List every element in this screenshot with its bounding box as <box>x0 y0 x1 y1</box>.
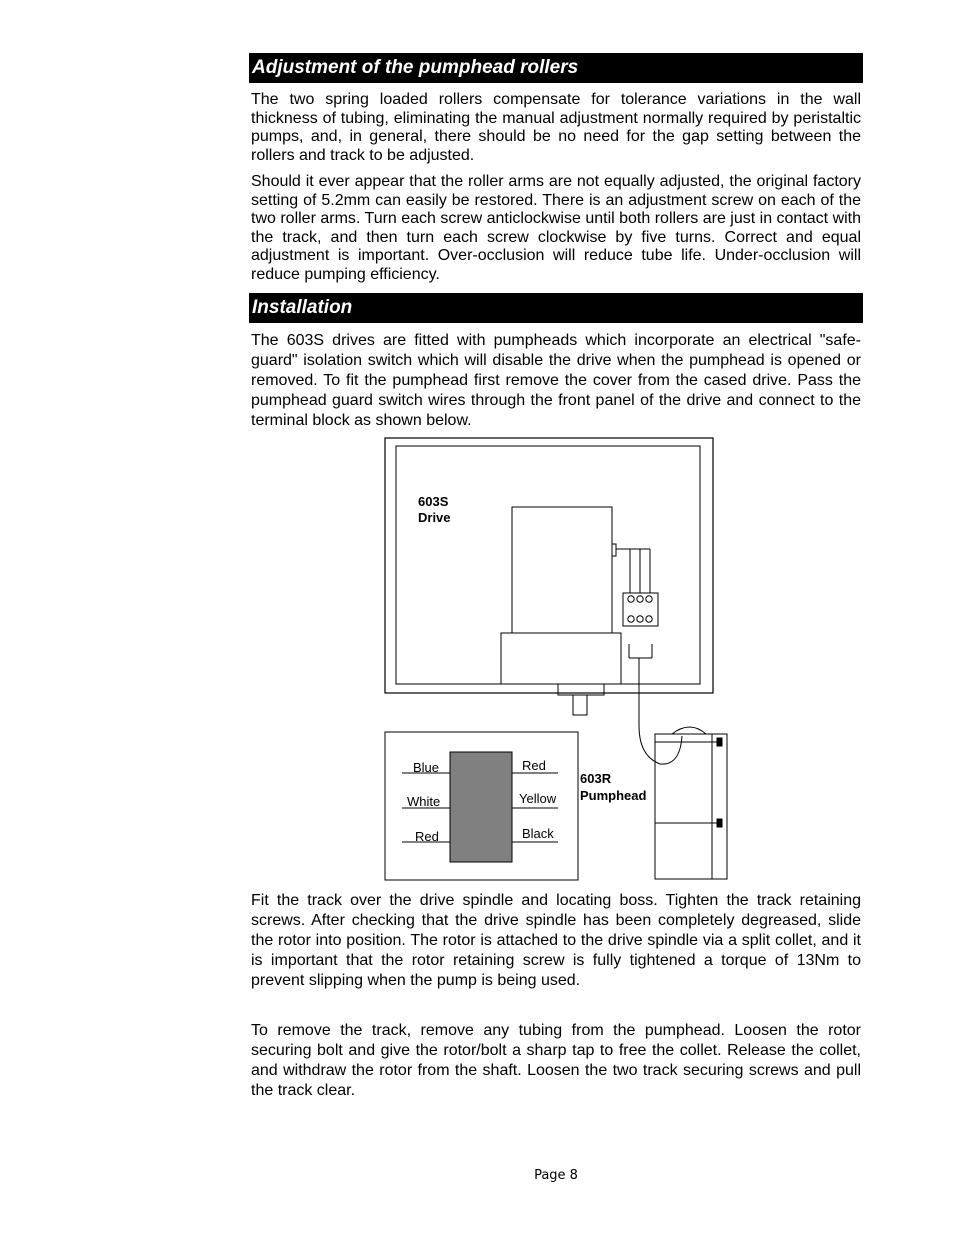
section-heading-installation: Installation <box>249 293 863 323</box>
wire-label-black: Black <box>522 826 554 841</box>
gearbox <box>501 633 621 684</box>
pumphead-cable <box>639 658 682 764</box>
motor-body <box>512 507 612 633</box>
paragraph-installation-1: The 603S drives are fitted with pumpheads which incorporate an electrical "safe-guard" isolation switch which will disable the drive when the pumphead is opened or removed. To fit the pumphead first remove the cover from the cased drive. Pass the pumphead guard switch wires through the front panel of the drive and connect to the terminal block as shown below. <box>251 332 861 429</box>
wiring-diagram <box>380 436 730 886</box>
paragraph-installation-3: To remove the track, remove any tubing from the pumphead. Loosen the rotor securing bolt and give the rotor/bolt a sharp tap to free the collet. Release the collet, and withdraw the rotor from the shaft. Loosen the two track securing screws and pull the track clear. <box>251 1022 861 1099</box>
drive-casing-outer <box>385 438 713 693</box>
drive-label-line2: Drive <box>418 510 451 525</box>
pumphead-label-line1: 603R <box>580 771 612 786</box>
section-heading-adjustment: Adjustment of the pumphead rollers <box>249 53 863 83</box>
paragraph-installation-2: Fit the track over the drive spindle and locating boss. Tighten the track retaining screws. After checking that the drive spindle has been completely degreased, slide the rotor into position. The rotor is attached to the drive spindle via a split collet, and it is important that the rotor retaining screw is fully tightened a torque of 13Nm to prevent slipping when the pump is being used. <box>251 892 861 989</box>
pumphead-label-line2: Pumphead <box>580 788 647 803</box>
wire-label-yellow: Yellow <box>519 791 557 806</box>
pumphead-body <box>655 734 727 879</box>
drive-casing-inner <box>396 446 700 684</box>
page-number: Page 8 <box>534 1168 578 1183</box>
guard-switch <box>450 752 512 862</box>
wire-label-red-left: Red <box>415 829 439 844</box>
paragraph-adjustment-1: The two spring loaded rollers compensate for tolerance variations in the wall thickness of tubing, eliminating the manual adjustment normally required by peristaltic pumps, and, in general, there should be no need for the gap setting between the rollers and track to be adjusted. <box>251 91 861 164</box>
drive-spindle <box>573 695 587 715</box>
wire-label-blue: Blue <box>413 760 440 775</box>
wire-label-white: White <box>407 794 441 809</box>
motor-switch <box>612 544 616 556</box>
wire-label-red-right: Red <box>522 758 546 773</box>
drive-label-line1: 603S <box>418 494 449 509</box>
paragraph-adjustment-2: Should it ever appear that the roller arms are not equally adjusted, the original factory setting of 5.2mm can easily be restored. There is an adjustment screw on each of the two roller arms. Turn each screw anticlockwise until both rollers are just in contact with the track, and then turn each screw clockwise by five turns. Correct and equal adjustment is important. Over-occlusion will reduce tube life. Under-occlusion will reduce pumping efficiency. <box>251 173 862 283</box>
